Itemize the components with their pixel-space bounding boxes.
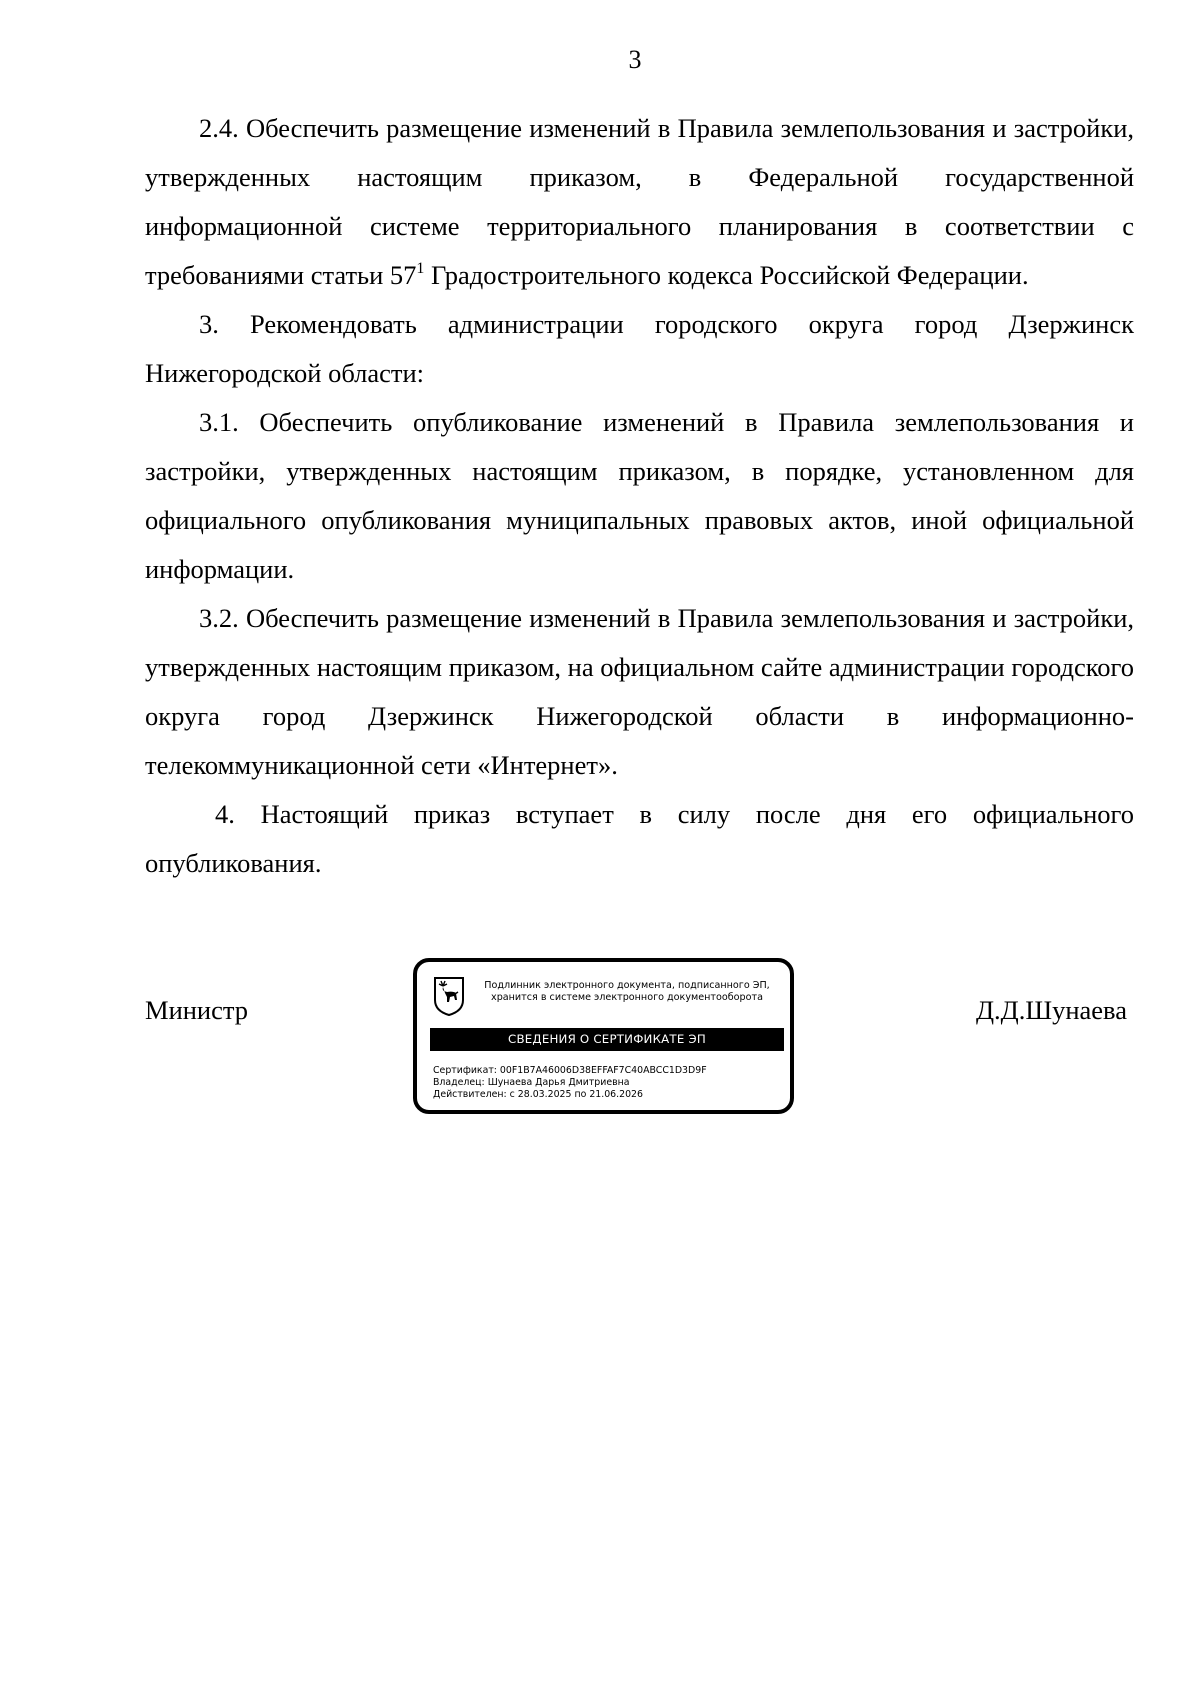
paragraph-2-4-text: 2.4. Обеспечить размещение изменений в Правила землепользования и застройки, утвержденных настоящим приказом, в Федеральной государственной информационной системе территориального планирования в соответствии с требованиями статьи 57 <box>145 113 1134 290</box>
stamp-certificate-details <box>433 1065 789 1101</box>
stamp-certificate-number: Сертификат: 00F1B7A46006D38EFFAF7C40ABCC1D3D9F <box>433 1065 707 1076</box>
stamp-header <box>467 980 787 1004</box>
deer-emblem-icon <box>433 976 465 1016</box>
stamp-title-bar: СВЕДЕНИЯ О СЕРТИФИКАТЕ ЭП <box>430 1028 784 1051</box>
signatory-position: Министр <box>145 995 249 1025</box>
stamp-header-line-1: Подлинник электронного документа, подписанного ЭП, <box>484 980 770 991</box>
electronic-signature-stamp <box>413 958 794 1114</box>
paragraph-2-4 <box>145 104 1134 300</box>
paragraph-3-2: 3.2. Обеспечить размещение изменений в Правила землепользования и застройки, утвержденных настоящим приказом, на официальном сайте администрации городского округа город Дзержинск Нижегородской области в информационно-телекоммуникационной сети «Интернет». <box>145 603 1134 780</box>
paragraph-3-1: 3.1. Обеспечить опубликование изменений в Правила землепользования и застройки, утвержденных настоящим приказом, в порядке, установленном для официального опубликования муниципальных правовых актов, иной официальной информации. <box>145 407 1134 584</box>
stamp-header-line-2: хранится в системе электронного документооборота <box>491 992 763 1003</box>
paragraph-4: 4. Настоящий приказ вступает в силу после дня его официального опубликования. <box>145 799 1134 878</box>
page-number: 3 <box>628 45 642 74</box>
paragraph-2-4-tail: Градостроительного кодекса Российской Федерации. <box>424 260 1029 290</box>
stamp-owner: Владелец: Шунаева Дарья Дмитриевна <box>433 1077 630 1088</box>
paragraph-2-4-superscript: 1 <box>416 260 425 277</box>
stamp-validity: Действителен: с 28.03.2025 по 21.06.2026 <box>433 1089 643 1100</box>
paragraph-3: 3. Рекомендовать администрации городского округа город Дзержинск Нижегородской области: <box>145 309 1134 388</box>
document-body <box>145 104 1134 888</box>
signatory-name: Д.Д.Шунаева <box>975 995 1127 1025</box>
